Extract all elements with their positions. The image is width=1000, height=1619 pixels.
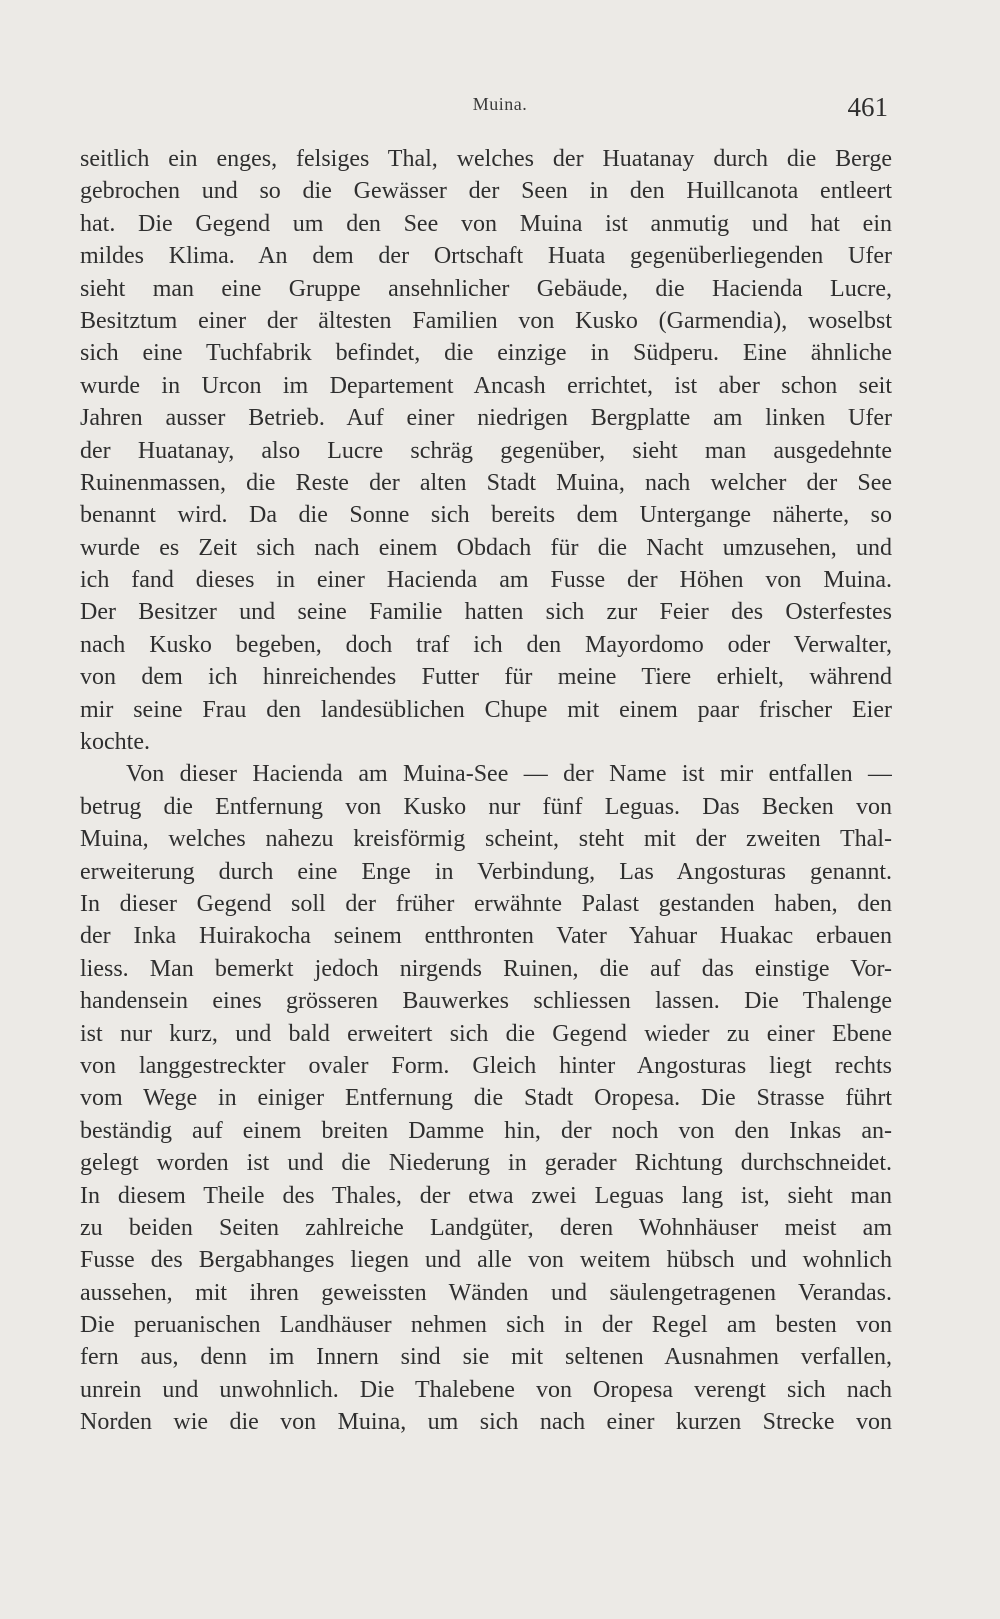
text-line: ist nur kurz, und bald erweitert sich die Gegend wieder zu einer Ebene (80, 1020, 892, 1047)
text-line: ich fand dieses in einer Hacienda am Fusse der Höhen von Muina. (80, 567, 892, 594)
text-line: liess. Man bemerkt jedoch nirgends Ruinen, die auf das einstige Vor- (80, 955, 892, 982)
text-line: Der Besitzer und seine Familie hatten sich zur Feier des Osterfestes (80, 599, 892, 626)
text-line: seitlich ein enges, felsiges Thal, welches der Huatanay durch die Berge (80, 146, 892, 172)
text-line: aussehen, mit ihren geweissten Wänden und säulengetragenen Verandas. (80, 1279, 892, 1306)
text-line: Ruinenmassen, die Reste der alten Stadt Muina, nach welcher der See (80, 469, 892, 496)
text-line: fern aus, denn im Innern sind sie mit seltenen Ausnahmen verfallen, (80, 1344, 892, 1371)
body-text (80, 143, 892, 1439)
text-line: vom Wege in einiger Entfernung die Stadt Oropesa. Die Strasse führt (80, 1085, 892, 1112)
text-line: Von dieser Hacienda am Muina-See — der Name ist mir entfallen — (126, 761, 892, 788)
text-line: erweiterung durch eine Enge in Verbindung, Las Angosturas genannt. (80, 858, 892, 885)
text-line: gebrochen und so die Gewässer der Seen in den Huillcanota entleert (80, 178, 892, 205)
text-line: der Huatanay, also Lucre schräg gegenüber, sieht man ausgedehnte (80, 437, 892, 464)
text-line: wurde in Urcon im Departement Ancash errichtet, ist aber schon seit (80, 372, 892, 399)
text-line: Norden wie die von Muina, um sich nach einer kurzen Strecke von (80, 1409, 892, 1436)
text-line: In diesem Theile des Thales, der etwa zwei Leguas lang ist, sieht man (80, 1182, 892, 1209)
text-line: Muina, welches nahezu kreisförmig scheint, steht mit der zweiten Thal- (80, 826, 892, 853)
text-line: Jahren ausser Betrieb. Auf einer niedrigen Bergplatte am linken Ufer (80, 405, 892, 432)
text-line: Besitztum einer der ältesten Familien von Kusko (Garmendia), woselbst (80, 307, 892, 334)
text-line: mildes Klima. An dem der Ortschaft Huata gegenüberliegenden Ufer (80, 243, 892, 270)
text-line: betrug die Entfernung von Kusko nur fünf Leguas. Das Becken von (80, 793, 892, 820)
text-line: nach Kusko begeben, doch traf ich den Mayordomo oder Verwalter, (80, 631, 892, 658)
text-line: In dieser Gegend soll der früher erwähnte Palast gestanden haben, den (80, 890, 892, 917)
text-line: der Inka Huirakocha seinem entthronten Vater Yahuar Huakac erbauen (80, 923, 892, 950)
text-line: hat. Die Gegend um den See von Muina ist anmutig und hat ein (80, 210, 892, 237)
text-line: wurde es Zeit sich nach einem Obdach für die Nacht umzusehen, und (80, 534, 892, 561)
text-line: gelegt worden ist und die Niederung in gerader Richtung durchschneidet. (80, 1150, 892, 1177)
page-number: 461 (847, 92, 888, 122)
text-line: von langgestreckter ovaler Form. Gleich hinter Angosturas liegt rechts (80, 1052, 892, 1079)
running-head (0, 92, 1000, 124)
text-line: Fusse des Bergabhanges liegen und alle von weitem hübsch und wohnlich (80, 1247, 892, 1274)
text-line: von dem ich hinreichendes Futter für meine Tiere erhielt, während (80, 664, 892, 691)
text-line: Die peruanischen Landhäuser nehmen sich in der Regel am besten von (80, 1312, 892, 1339)
text-line: zu beiden Seiten zahlreiche Landgüter, deren Wohnhäuser meist am (80, 1214, 892, 1241)
text-line: beständig auf einem breiten Damme hin, der noch von den Inkas an- (80, 1117, 892, 1144)
text-line: sieht man eine Gruppe ansehnlicher Gebäude, die Hacienda Lucre, (80, 275, 892, 302)
text-line: sich eine Tuchfabrik befindet, die einzige in Südperu. Eine ähnliche (80, 340, 892, 367)
text-line: handensein eines grösseren Bauwerkes schliessen lassen. Die Thalenge (80, 988, 892, 1015)
running-title: Muina. (472, 94, 528, 114)
text-line: benannt wird. Da die Sonne sich bereits dem Untergange näherte, so (80, 502, 892, 529)
text-line: kochte. (80, 729, 150, 756)
text-line: unrein und unwohnlich. Die Thalebene von Oropesa verengt sich nach (80, 1376, 892, 1403)
text-line: mir seine Frau den landesüblichen Chupe mit einem paar frischer Eier (80, 696, 892, 723)
